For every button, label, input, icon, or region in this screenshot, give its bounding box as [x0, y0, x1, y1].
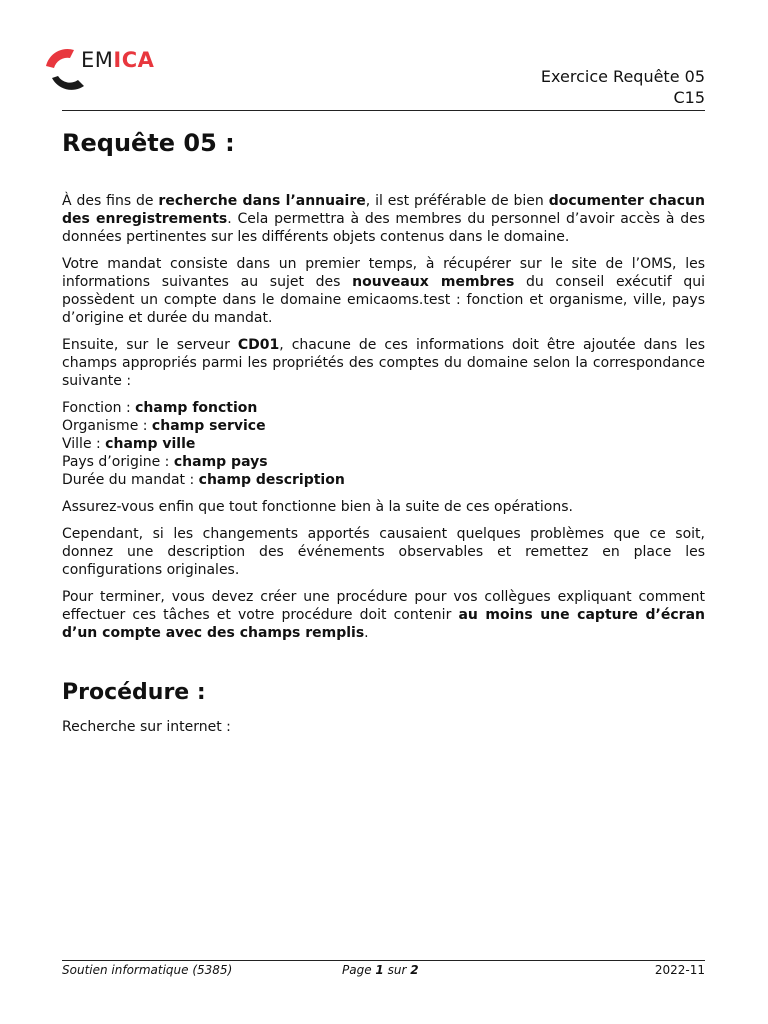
footer-divider: [62, 960, 705, 961]
footer-course: Soutien informatique (5385): [62, 963, 233, 977]
list-item: Organisme : champ service: [62, 418, 266, 434]
section-title-procedure: Procédure :: [62, 680, 206, 705]
header-course-code: C15: [673, 88, 705, 107]
document-body: [62, 126, 705, 745]
list-item: Ville : champ ville: [62, 436, 196, 452]
logo-wordmark: [81, 48, 154, 72]
logo-text-em: EM: [81, 48, 114, 72]
paragraph-server: Ensuite, sur le serveur CD01, chacune de ces informations doit être ajoutée dans les champs appropriés parmi les propriétés des comptes du domaine selon la correspondance suivante :: [62, 337, 705, 389]
paragraph-troubleshoot: Cependant, si les changements apportés causaient quelques problèmes que ce soit, donnez une description des événements observables et remettez en place les configurations originales.: [62, 526, 705, 578]
footer-page-number: Page 1 sur 2: [342, 963, 419, 977]
paragraph-research: Recherche sur internet :: [62, 719, 231, 735]
list-item: Fonction : champ fonction: [62, 400, 258, 416]
list-item: Durée du mandat : champ description: [62, 472, 345, 488]
paragraph-intro: À des fins de recherche dans l’annuaire, il est préférable de bien documenter chacun des enregistrements. Cela permettra à des membres du personnel d’avoir accès à des données pertinentes sur les différents objets contenus dans le domaine.: [62, 193, 706, 245]
paragraph-mandate: Votre mandat consiste dans un premier temps, à récupérer sur le site de l’OMS, les informations suivantes au sujet des nouveaux membres du conseil exécutif qui possèdent un compte dans le domaine emicaoms.test : fonction et organisme, ville, pays d’origine et durée du mandat.: [62, 256, 705, 326]
field-mapping-list: [62, 399, 705, 489]
document-header: [541, 66, 705, 108]
paragraph-procedure: Pour terminer, vous devez créer une procédure pour vos collègues expliquant comment effectuer ces tâches et votre procédure doit contenir au moins une capture d’écran d’un compte avec des champs remplis.: [62, 589, 705, 641]
footer-date: 2022-11: [654, 963, 705, 977]
page-title: Requête 05 :: [62, 129, 235, 157]
header-exercise-title: Exercice Requête 05: [540, 67, 705, 86]
logo-text-ica: ICA: [113, 48, 155, 72]
list-item: Pays d’origine : champ pays: [62, 454, 268, 470]
header-divider: [62, 110, 705, 111]
paragraph-verify: Assurez-vous enfin que tout fonctionne bien à la suite de ces opérations.: [62, 499, 573, 515]
